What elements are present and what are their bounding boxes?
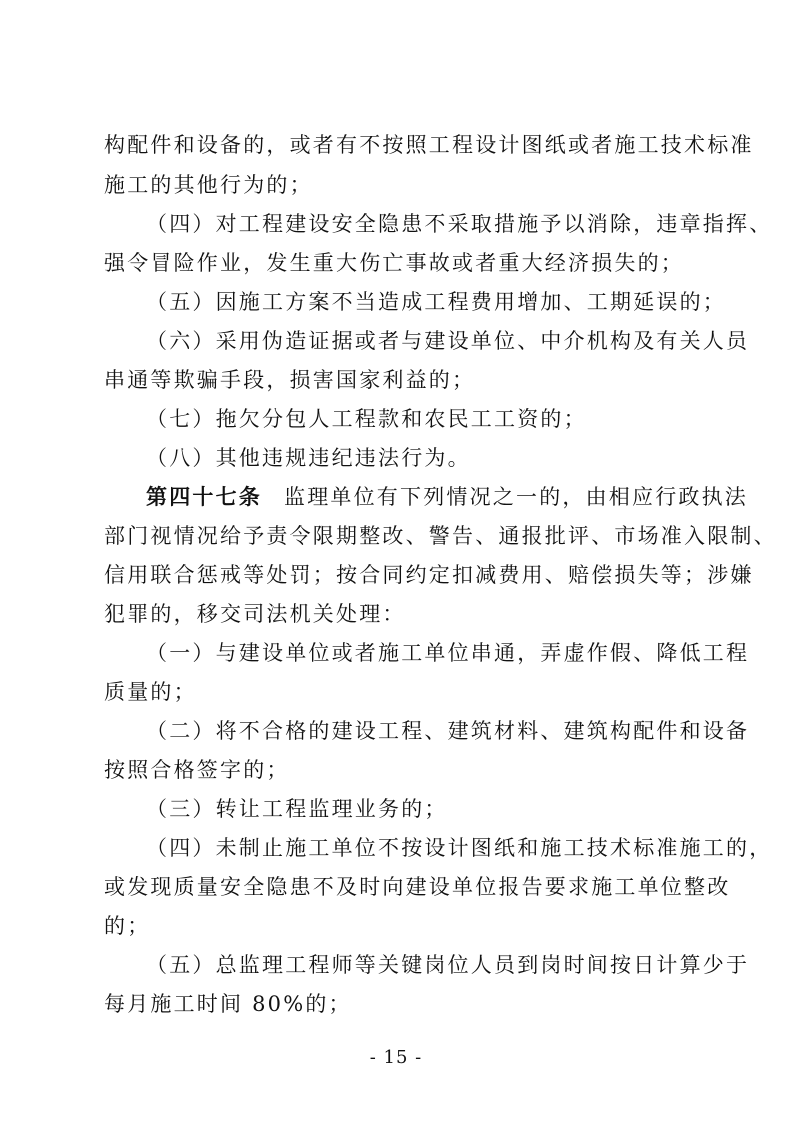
text-line: 部门视情况给予责令限期整改、警告、通报批评、市场准入限制、 [104,524,777,548]
text-line: （一）与建设单位或者施工单位串通，弄虚作假、降低工程 [146,641,750,665]
text-line: 构配件和设备的，或者有不按照工程设计图纸或者施工技术标准 [104,133,754,157]
text-line: （五）总监理工程师等关键岗位人员到岗时间按日计算少于 [146,953,750,977]
text-line: （五）因施工方案不当造成工程费用增加、工期延误的； [146,290,726,314]
text-line: （四）未制止施工单位不按设计图纸和施工技术标准施工的， [146,836,773,860]
text-line: （三）转让工程监理业务的； [146,797,448,821]
article-47-line [146,480,748,514]
text-line: （六）采用伪造证据或者与建设单位、中介机构及有关人员 [146,329,750,353]
text-line: （七）拖欠分包人工程款和农民工工资的； [146,407,587,431]
page-number: - 15 - [369,1047,423,1068]
text-line: 信用联合惩戒等处罚；按合同约定扣减费用、赔偿损失等；涉嫌 [104,563,754,587]
article-heading: 第四十七条 [146,484,262,509]
text-line: 按照合格签字的； [104,758,290,782]
text-line: 犯罪的，移交司法机关处理： [104,602,406,626]
text-line: 质量的； [104,680,197,704]
text-line: （四）对工程建设安全隐患不采取措施予以消除，违章指挥、 [146,212,773,236]
text-line: 监理单位有下列情况之一的，由相应行政执法 [284,485,748,509]
text-line: 每月施工时间 80%的； [104,992,352,1016]
text-line: 的； [104,914,151,938]
text-line: 串通等欺骗手段，损害国家利益的； [104,368,476,392]
text-line: （二）将不合格的建设工程、建筑材料、建筑构配件和设备 [146,719,750,743]
text-line: 或发现质量安全隐患不及时向建设单位报告要求施工单位整改 [104,875,731,899]
text-line: 强令冒险作业，发生重大伤亡事故或者重大经济损失的； [104,251,684,275]
text-line: 施工的其他行为的； [104,173,313,197]
text-line: （八）其他违规违纪违法行为。 [146,446,471,470]
